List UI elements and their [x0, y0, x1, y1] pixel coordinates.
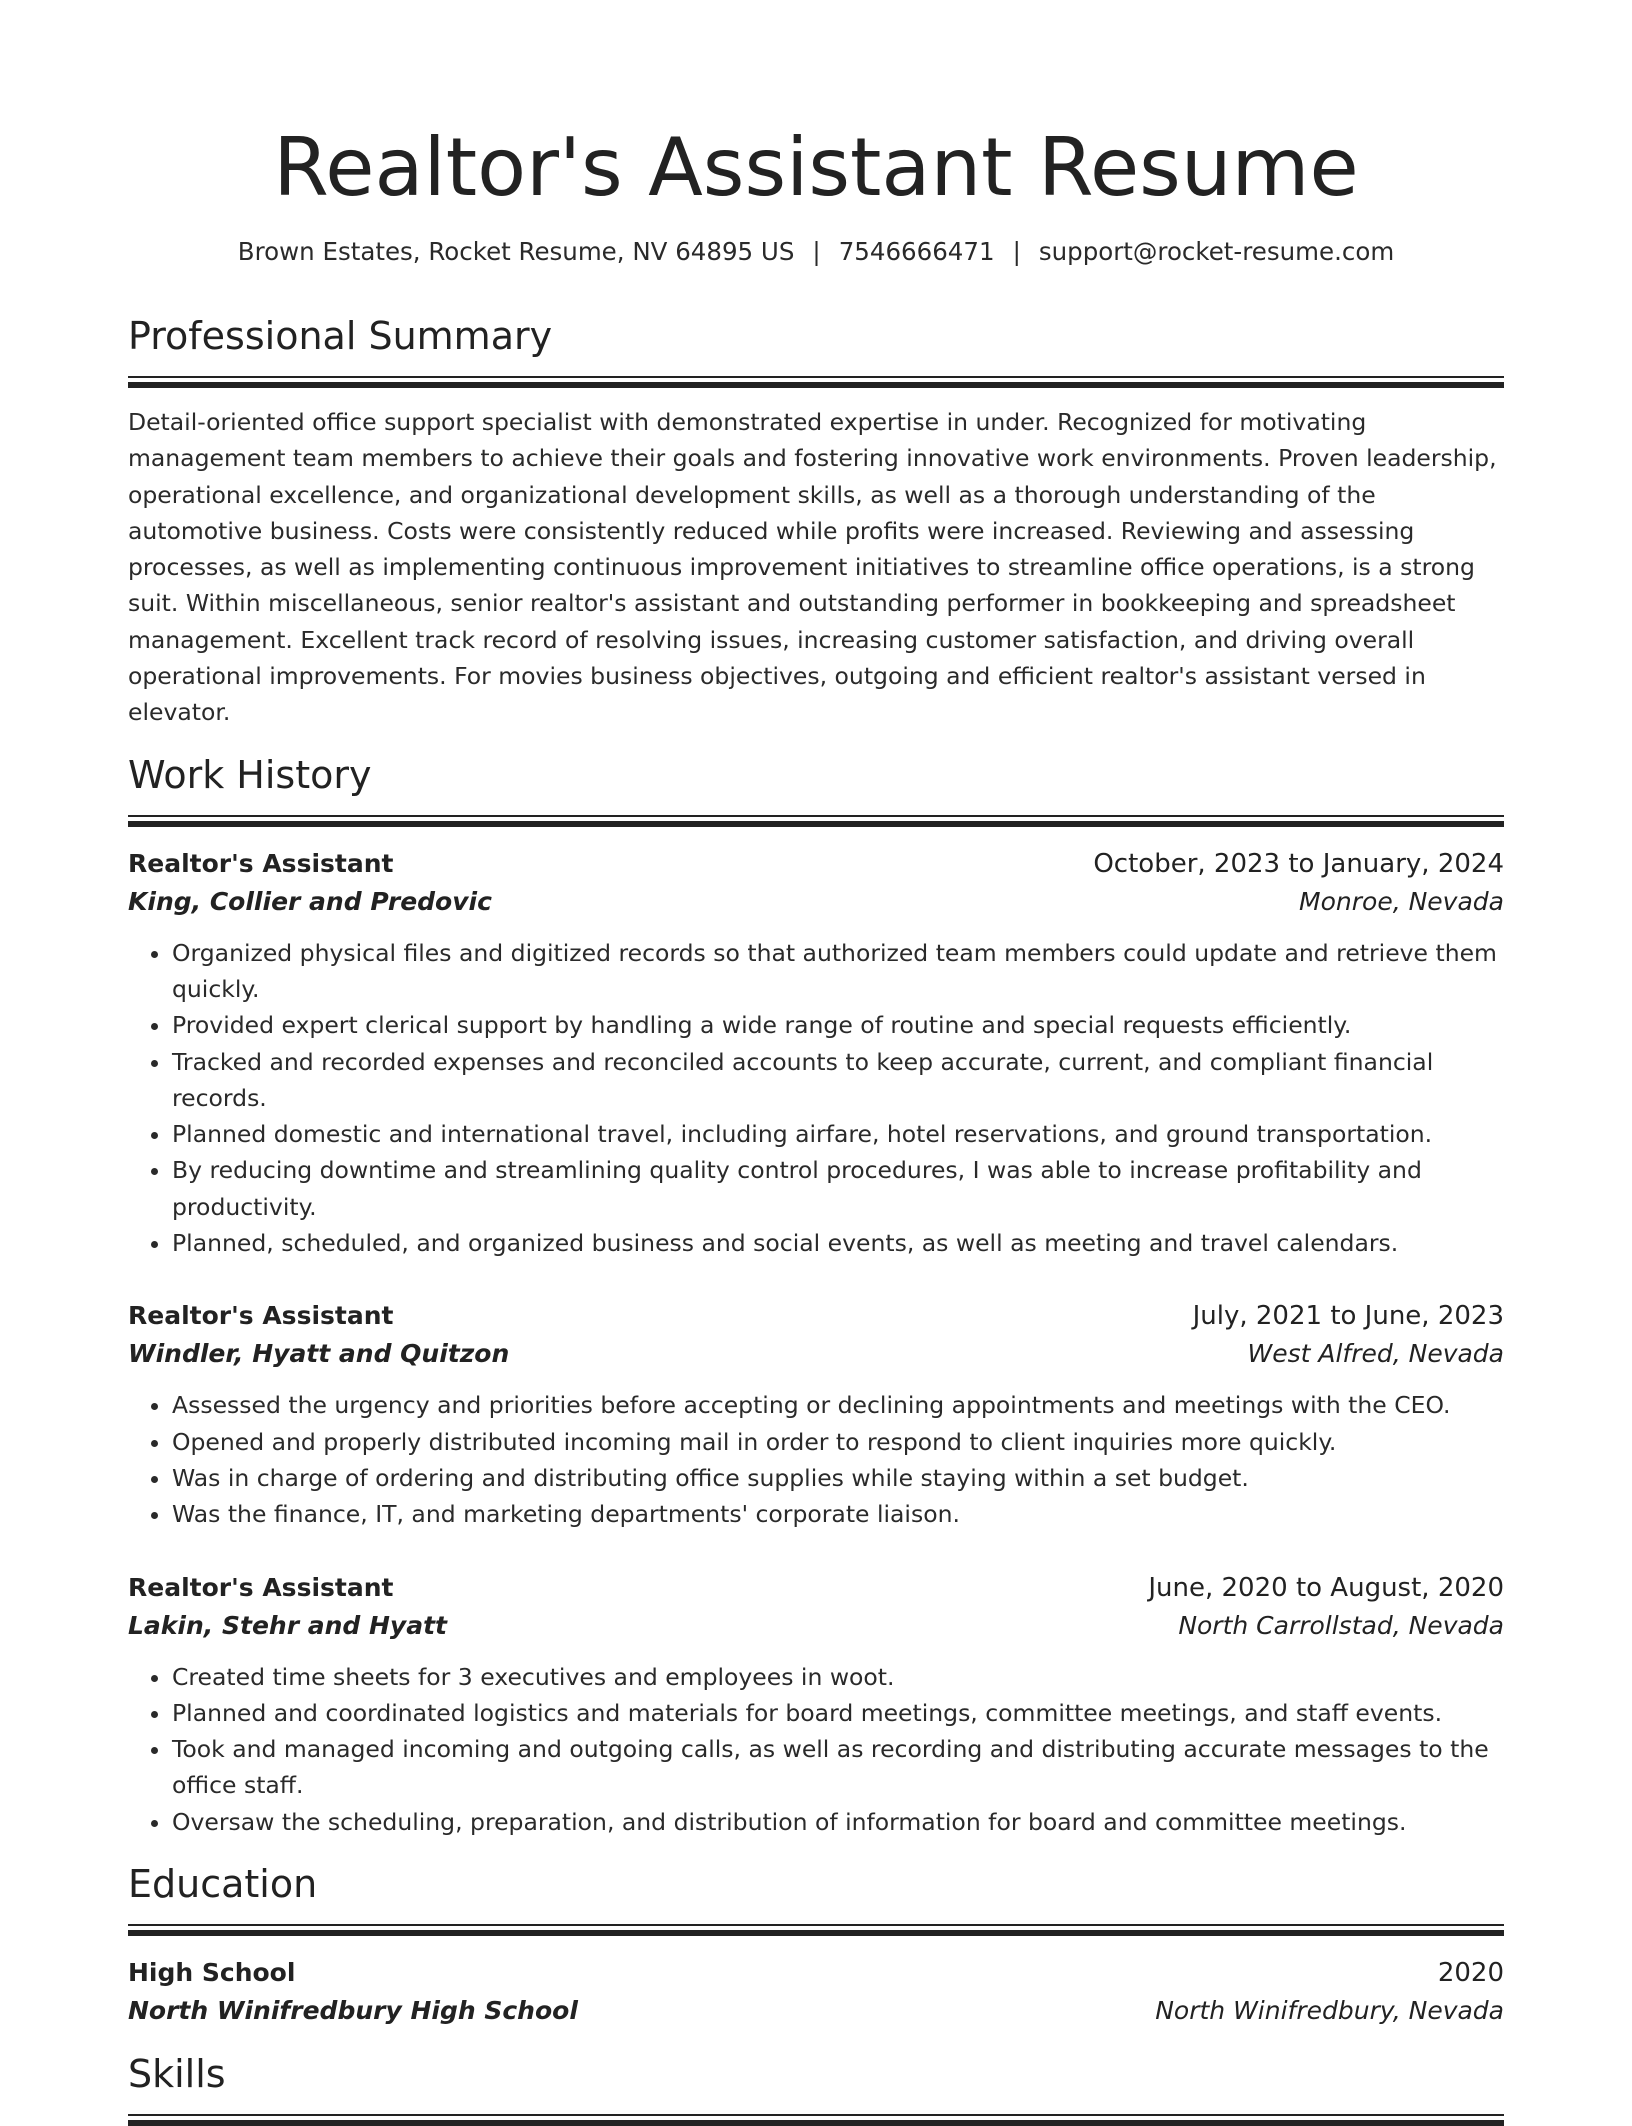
contact-email: support@rocket-resume.com	[1038, 237, 1395, 266]
job-bullet: • Took and managed incoming and outgoing calls, as well as recording and distributing accurate messages to the office staff.	[172, 1731, 1504, 1804]
resume-page	[128, 0, 1504, 2126]
job-location: West Alfred, Nevada	[1247, 1339, 1504, 1369]
education-heading: Education	[128, 1862, 318, 1907]
job-company: Lakin, Stehr and Hyatt	[128, 1610, 447, 1640]
education-degree: High School	[128, 1958, 296, 1988]
skills-section	[128, 2050, 1504, 2126]
contact-separator: |	[812, 237, 821, 266]
job-bullet: • Assessed the urgency and priorities before accepting or declining appointments and meetings with the CEO.	[172, 1387, 1504, 1423]
job-bullet: • Was the finance, IT, and marketing departments' corporate liaison.	[172, 1496, 1504, 1532]
contact-separator: |	[1012, 237, 1021, 266]
job-bullet: • Planned domestic and international travel, including airfare, hotel reservations, and ground transportation.	[172, 1116, 1504, 1152]
job-bullets	[128, 935, 1504, 1262]
resume-title: Realtor's Assistant Resume	[273, 121, 1359, 214]
education-entry	[128, 1954, 1504, 2030]
section-divider	[128, 815, 1504, 827]
job-entry	[128, 1569, 1504, 1840]
job-bullet: • Planned, scheduled, and organized business and social events, as well as meeting and travel calendars.	[172, 1225, 1504, 1261]
job-title: Realtor's Assistant	[128, 1572, 394, 1602]
section-divider	[128, 1924, 1504, 1936]
job-bullets	[128, 1387, 1504, 1532]
education-location: North Winifredbury, Nevada	[1155, 1996, 1504, 2026]
contact-line	[128, 236, 1504, 268]
summary-text: Detail-oriented office support specialist with demonstrated expertise in under. Recognized for motivating management team members to achieve their goals and fostering innovative work environments. Proven leadership, operational excellence, and organizational development skills, as well as a thorough understanding of the automotive business. Costs were consistently reduced while profits were increased. Reviewing and assessing processes, as well as implementing continuous improvement initiatives to streamline office operations, is a strong suit. Within miscellaneous, senior realtor's assistant and outstanding performer in bookkeeping and spreadsheet management. Excellent track record of resolving issues, increasing customer satisfaction, and driving overall operational improvements. For movies business objectives, outgoing and efficient realtor's assistant versed in elevator.	[128, 408, 1497, 727]
education-school: North Winifredbury High School	[128, 1996, 578, 2026]
job-bullet: • Created time sheets for 3 executives and employees in woot.	[172, 1659, 1504, 1695]
job-dates: October, 2023 to January, 2024	[1093, 848, 1504, 879]
contact-phone: 7546666471	[838, 237, 995, 266]
job-dates: June, 2020 to August, 2020	[1148, 1572, 1504, 1603]
job-entry	[128, 1297, 1504, 1532]
summary-section	[128, 312, 1504, 731]
job-bullet: • Planned and coordinated logistics and materials for board meetings, committee meetings, and staff events.	[172, 1695, 1504, 1731]
job-bullet: • Oversaw the scheduling, preparation, and distribution of information for board and committee meetings.	[172, 1804, 1504, 1840]
job-bullet: • Tracked and recorded expenses and reconciled accounts to keep accurate, current, and compliant financial records.	[172, 1044, 1504, 1117]
section-divider	[128, 2114, 1504, 2126]
section-divider	[128, 376, 1504, 388]
job-company: King, Collier and Predovic	[128, 886, 492, 916]
job-bullets	[128, 1659, 1504, 1840]
job-bullet: • Provided expert clerical support by handling a wide range of routine and special requests efficiently.	[172, 1007, 1504, 1043]
work-history-section	[128, 751, 1504, 1840]
job-dates: July, 2021 to June, 2023	[1192, 1301, 1504, 1332]
job-bullet: • Opened and properly distributed incoming mail in order to respond to client inquiries more quickly.	[172, 1424, 1504, 1460]
job-company: Windler, Hyatt and Quitzon	[128, 1339, 510, 1369]
job-location: North Carrollstad, Nevada	[1178, 1610, 1504, 1640]
contact-address: Brown Estates, Rocket Resume, NV 64895 US	[237, 237, 795, 266]
skills-heading: Skills	[128, 2052, 226, 2097]
job-title: Realtor's Assistant	[128, 848, 394, 878]
education-section	[128, 1860, 1504, 2030]
work-history-heading: Work History	[128, 752, 372, 797]
summary-heading: Professional Summary	[128, 314, 553, 358]
job-bullet: • Organized physical files and digitized records so that authorized team members could update and retrieve them quickly.	[172, 935, 1504, 1008]
education-year: 2020	[1437, 1958, 1504, 1989]
job-entry	[128, 845, 1504, 1262]
job-location: Monroe, Nevada	[1299, 886, 1504, 916]
job-bullet: • Was in charge of ordering and distributing office supplies while staying within a set budget.	[172, 1460, 1504, 1496]
job-bullet: • By reducing downtime and streamlining quality control procedures, I was able to increase profitability and productivity.	[172, 1152, 1504, 1225]
job-title: Realtor's Assistant	[128, 1301, 394, 1331]
